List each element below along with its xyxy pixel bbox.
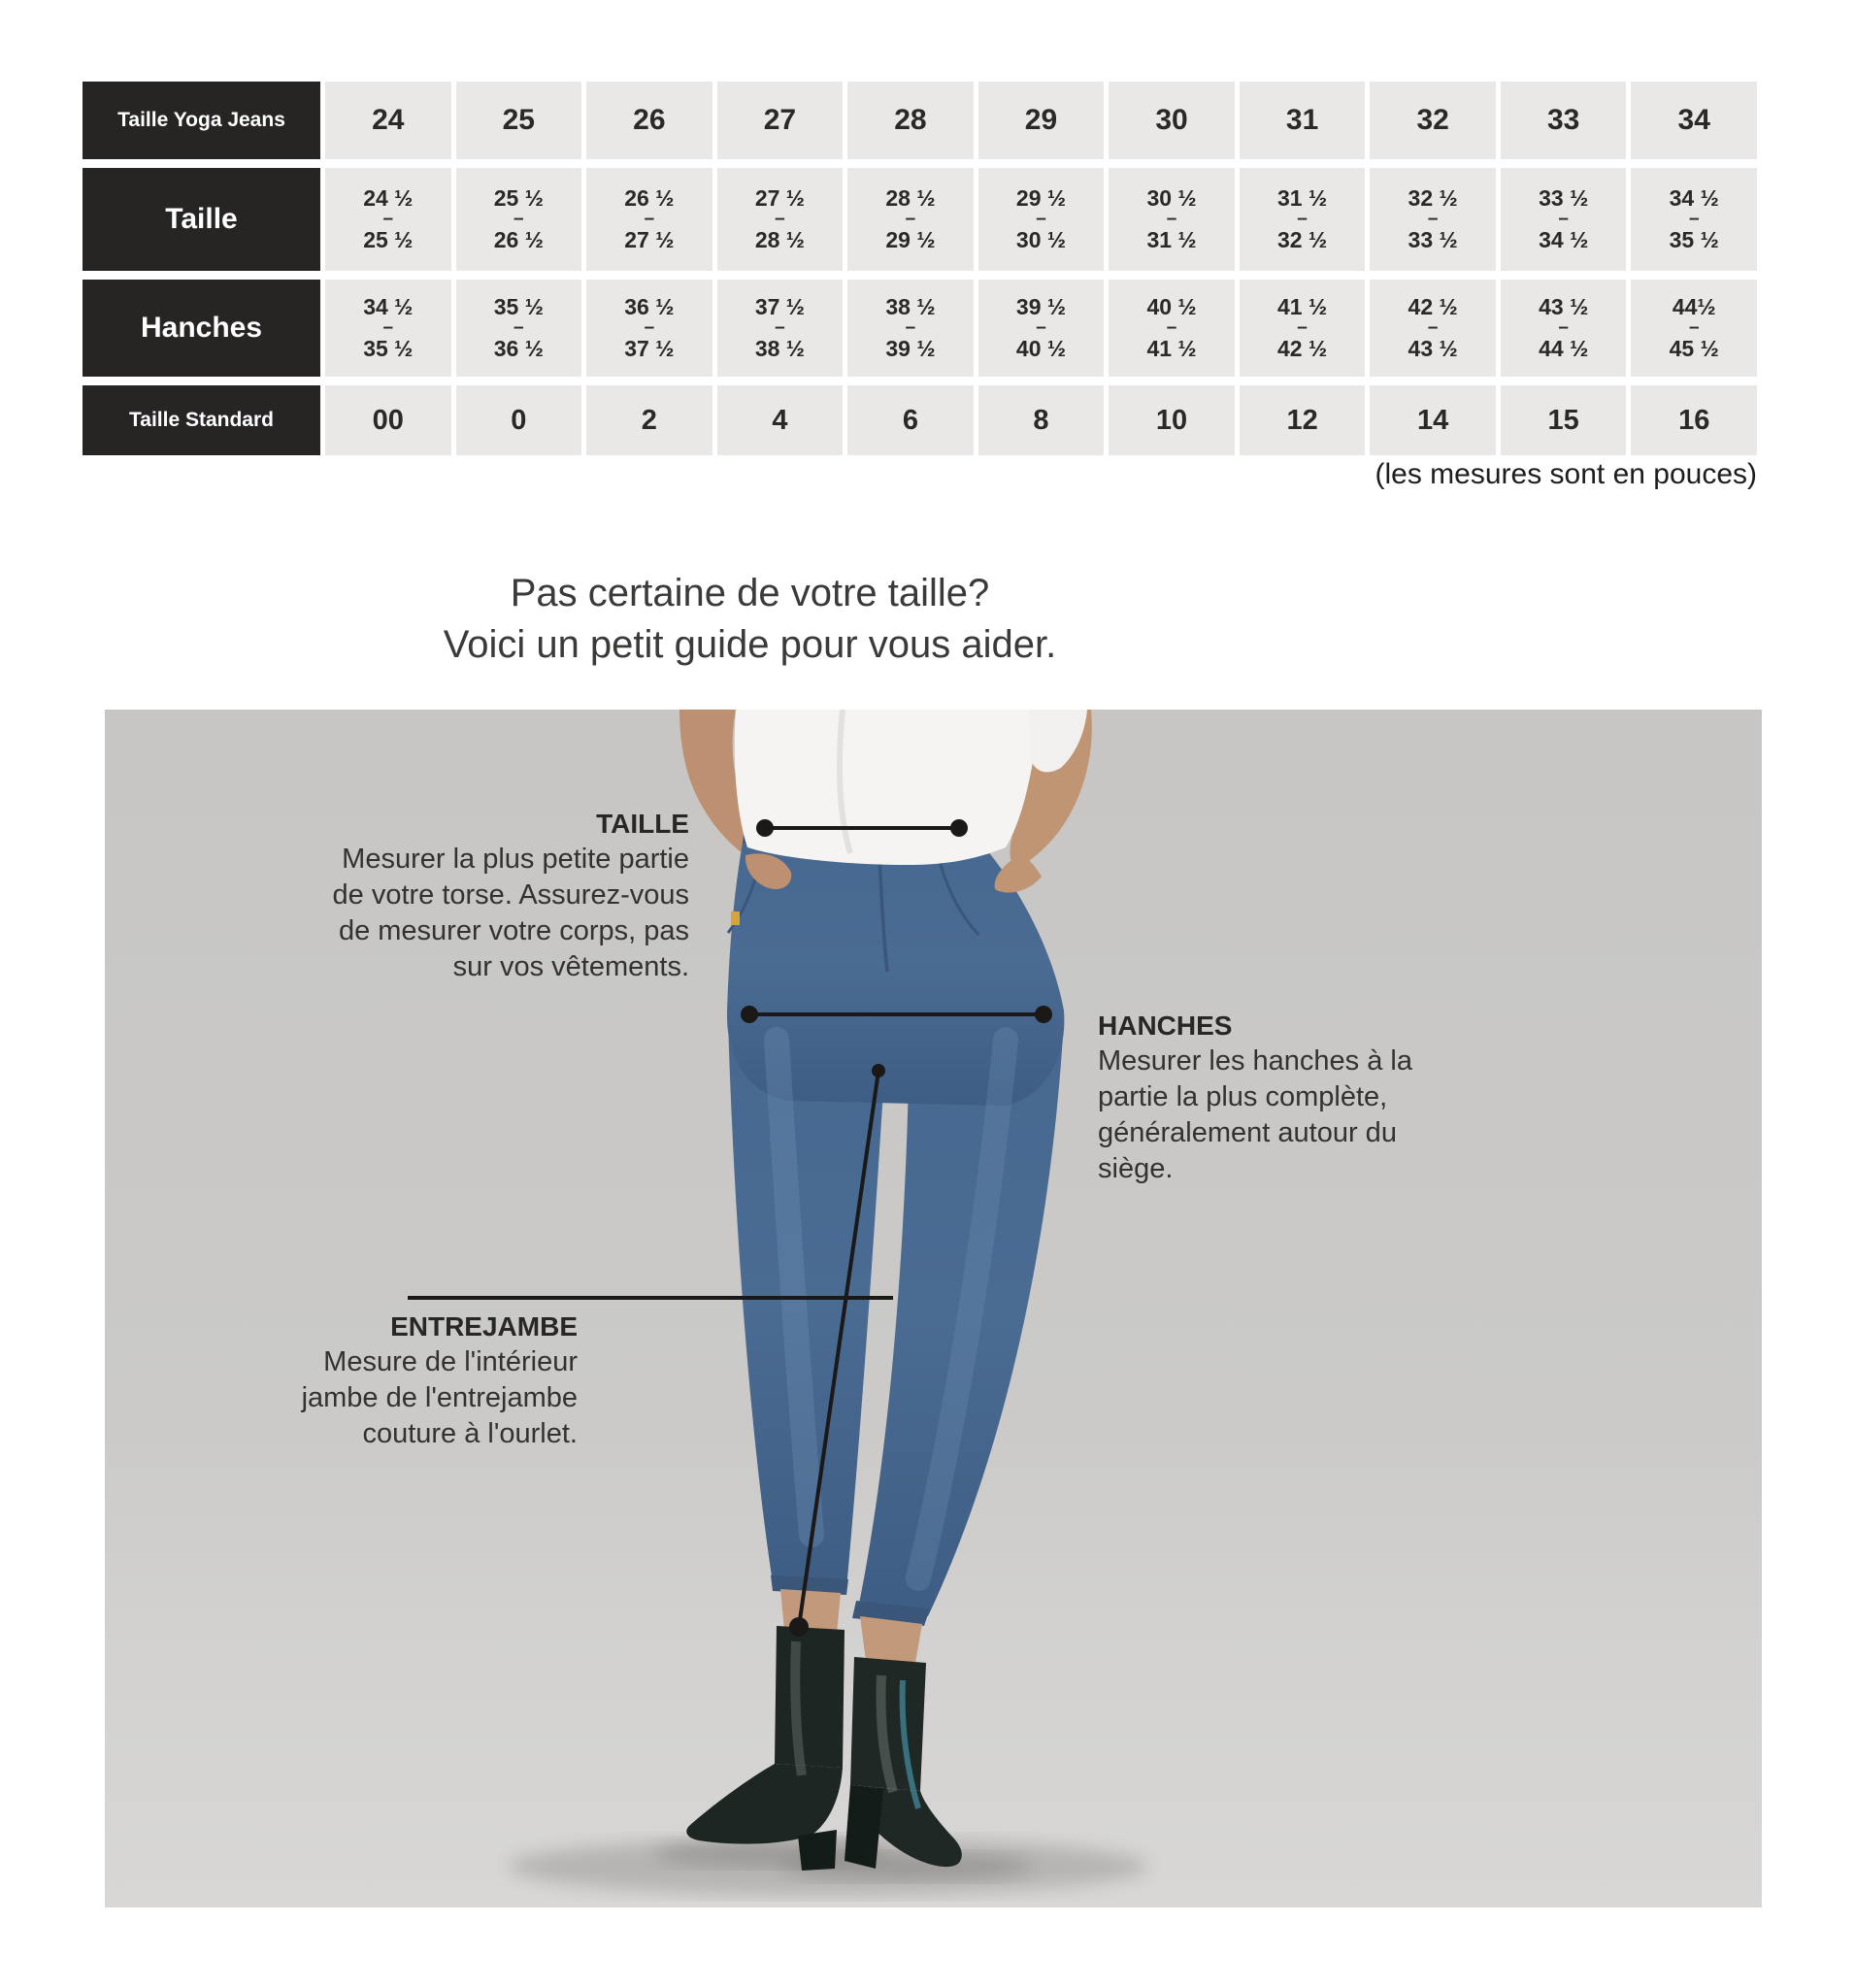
size-cell: 31 [1240, 82, 1366, 159]
row-header-hips: Hanches [83, 280, 320, 377]
range-max: 42 ½ [1277, 336, 1328, 361]
size-cell: 33 [1501, 82, 1627, 159]
inseam-annotation-line: couture à l'ourlet. [362, 1418, 578, 1449]
waist-range-cell [1240, 168, 1366, 271]
range-separator: – [1036, 209, 1046, 229]
size-cell: 26 [586, 82, 712, 159]
range-max: 33 ½ [1408, 227, 1458, 252]
standard-size-cell: 0 [456, 385, 582, 455]
range-min: 43 ½ [1539, 294, 1589, 319]
range-separator: – [905, 209, 916, 229]
range-max: 25 ½ [363, 227, 414, 252]
waist-range-cell [325, 168, 451, 271]
size-chart-table [83, 82, 1757, 455]
range-max: 35 ½ [363, 336, 414, 361]
standard-size-cell: 00 [325, 385, 451, 455]
range-separator: – [1688, 209, 1700, 229]
hips-range-cell [1240, 280, 1366, 377]
standard-size-cell: 4 [717, 385, 844, 455]
range-min: 42 ½ [1408, 294, 1458, 319]
range-min: 38 ½ [885, 294, 936, 319]
standard-size-cell: 8 [978, 385, 1105, 455]
standard-size-cell: 14 [1370, 385, 1496, 455]
range-min: 36 ½ [624, 294, 675, 319]
standard-size-cell: 2 [586, 385, 712, 455]
range-separator: – [775, 317, 785, 338]
range-min: 26 ½ [624, 185, 675, 211]
size-cell: 34 [1631, 82, 1757, 159]
range-separator: – [1558, 317, 1569, 338]
waist-annotation-line: de mesurer votre corps, pas [338, 915, 689, 946]
size-guide-photo [105, 710, 1762, 1907]
range-separator: – [644, 209, 655, 229]
waist-annotation-line: sur vos vêtements. [452, 951, 689, 982]
range-min: 39 ½ [1015, 294, 1067, 319]
range-separator: – [1166, 209, 1177, 229]
size-cell: 28 [847, 82, 974, 159]
range-min: 34 ½ [1669, 185, 1719, 211]
waist-range-cell [586, 168, 712, 271]
range-min: 25 ½ [493, 185, 544, 211]
waist-annotation-title: TAILLE [596, 809, 689, 839]
range-min: 31 ½ [1277, 185, 1328, 211]
range-min: 37 ½ [754, 294, 805, 319]
inseam-annotation-line: jambe de l'entrejambe [301, 1382, 578, 1413]
hips-annotation-title: HANCHES [1098, 1011, 1233, 1041]
row-header-yoga-size: Taille Yoga Jeans [83, 82, 320, 159]
waist-measure-dot-right [950, 819, 968, 837]
hips-range-cell [1501, 280, 1627, 377]
row-header-waist: Taille [83, 168, 320, 271]
size-cell: 32 [1370, 82, 1496, 159]
range-max: 40 ½ [1015, 336, 1067, 361]
size-cell: 27 [717, 82, 844, 159]
range-separator: – [1427, 317, 1439, 338]
range-separator: – [1297, 209, 1308, 229]
hips-range-cell [717, 280, 844, 377]
hips-range-cell [456, 280, 582, 377]
range-min: 33 ½ [1539, 185, 1589, 211]
hips-range-cell [1631, 280, 1757, 377]
range-min: 24 ½ [363, 185, 414, 211]
range-min: 35 ½ [493, 294, 544, 319]
size-cell: 24 [325, 82, 451, 159]
range-max: 36 ½ [493, 336, 544, 361]
range-min: 41 ½ [1277, 294, 1328, 319]
range-max: 31 ½ [1146, 227, 1197, 252]
range-max: 30 ½ [1015, 227, 1067, 252]
inseam-measure-dot-bottom [789, 1617, 809, 1637]
range-separator: – [1036, 317, 1046, 338]
row-header-standard: Taille Standard [83, 385, 320, 455]
range-separator: – [905, 317, 916, 338]
range-max: 27 ½ [624, 227, 675, 252]
range-min: 34 ½ [363, 294, 414, 319]
size-cell: 30 [1109, 82, 1235, 159]
range-max: 38 ½ [754, 336, 805, 361]
waist-range-cell [847, 168, 974, 271]
hips-annotation-line: siège. [1098, 1153, 1174, 1184]
size-cell: 25 [456, 82, 582, 159]
range-max: 44 ½ [1539, 336, 1589, 361]
range-min: 29 ½ [1015, 185, 1067, 211]
inseam-annotation-title: ENTREJAMBE [390, 1311, 578, 1342]
standard-size-cell: 6 [847, 385, 974, 455]
standard-size-cell: 10 [1109, 385, 1235, 455]
range-max: 32 ½ [1277, 227, 1328, 252]
range-min: 40 ½ [1146, 294, 1197, 319]
size-cell: 29 [978, 82, 1105, 159]
range-separator: – [513, 317, 524, 338]
guide-heading-line1: Pas certaine de votre taille? [510, 572, 990, 614]
range-max: 45 ½ [1669, 336, 1719, 361]
hips-annotation-line: généralement autour du [1098, 1117, 1397, 1148]
range-max: 29 ½ [885, 227, 936, 252]
range-separator: – [382, 317, 394, 338]
range-max: 28 ½ [754, 227, 805, 252]
range-separator: – [1427, 209, 1439, 229]
waist-range-cell [978, 168, 1105, 271]
waist-annotation-line: Mesurer la plus petite partie [342, 844, 689, 875]
range-min: 32 ½ [1408, 185, 1458, 211]
range-separator: – [1166, 317, 1177, 338]
measurement-unit-note: (les mesures sont en pouces) [1375, 458, 1757, 490]
range-separator: – [1688, 317, 1700, 338]
standard-size-cell: 12 [1240, 385, 1366, 455]
range-min: 30 ½ [1146, 185, 1197, 211]
range-max: 41 ½ [1146, 336, 1197, 361]
standard-size-cell: 15 [1501, 385, 1627, 455]
hips-annotation [1098, 1009, 1515, 1187]
range-max: 34 ½ [1539, 227, 1589, 252]
guide-heading [0, 568, 1500, 671]
range-min: 44½ [1672, 294, 1716, 319]
waist-annotation-line: de votre torse. Assurez-vous [332, 879, 689, 911]
range-max: 39 ½ [885, 336, 936, 361]
range-max: 43 ½ [1408, 336, 1458, 361]
waist-range-cell [717, 168, 844, 271]
range-max: 37 ½ [624, 336, 675, 361]
waist-range-cell [1109, 168, 1235, 271]
range-max: 35 ½ [1669, 227, 1719, 252]
hips-range-cell [1109, 280, 1235, 377]
waist-range-cell [456, 168, 582, 271]
range-max: 26 ½ [493, 227, 544, 252]
hips-measure-dot-right [1035, 1006, 1052, 1023]
hips-annotation-line: Mesurer les hanches à la [1098, 1045, 1412, 1077]
range-separator: – [644, 317, 655, 338]
inseam-annotation-line: Mesure de l'intérieur [323, 1346, 578, 1377]
waist-range-cell [1631, 168, 1757, 271]
hips-range-cell [978, 280, 1105, 377]
waist-annotation [301, 807, 689, 985]
brand-tag [731, 911, 740, 925]
standard-size-cell: 16 [1631, 385, 1757, 455]
waist-range-cell [1501, 168, 1627, 271]
waist-range-cell [1370, 168, 1496, 271]
range-min: 27 ½ [754, 185, 805, 211]
guide-heading-line2: Voici un petit guide pour vous aider. [443, 623, 1057, 666]
range-separator: – [1558, 209, 1569, 229]
left-boot-heel [798, 1830, 837, 1871]
inseam-annotation [189, 1309, 578, 1452]
range-separator: – [382, 209, 394, 229]
hips-range-cell [847, 280, 974, 377]
hips-range-cell [325, 280, 451, 377]
inseam-measure-dot-top [872, 1064, 885, 1077]
range-separator: – [513, 209, 524, 229]
hips-measure-dot-left [741, 1006, 758, 1023]
hips-annotation-line: partie la plus complète, [1098, 1081, 1388, 1112]
range-separator: – [1297, 317, 1308, 338]
range-min: 28 ½ [885, 185, 936, 211]
hips-range-cell [586, 280, 712, 377]
left-boot-shaft [775, 1626, 845, 1768]
waist-measure-dot-left [756, 819, 774, 837]
tshirt [735, 710, 1035, 865]
range-separator: – [775, 209, 785, 229]
hips-range-cell [1370, 280, 1496, 377]
